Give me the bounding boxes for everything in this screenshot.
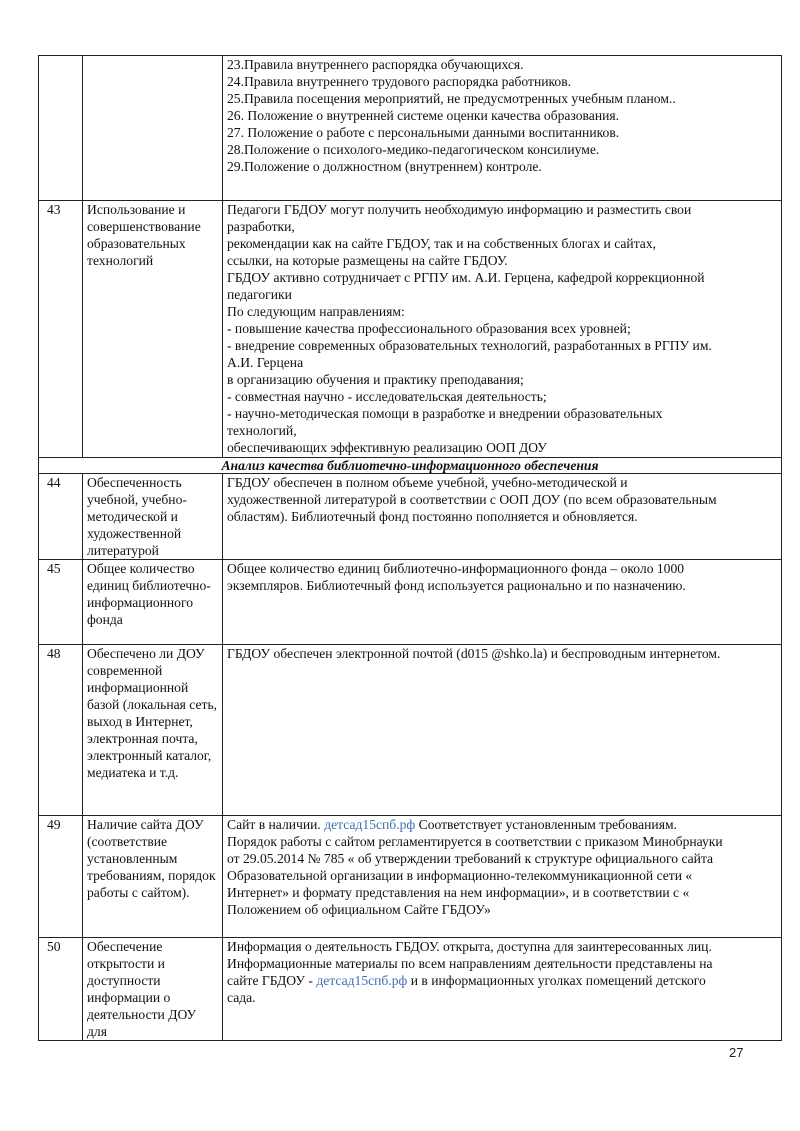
content-line: Информация о деятельность ГБДОУ. открыта, доступна для заинтересованных лиц. <box>227 939 712 954</box>
content-line: 25.Правила посещения мероприятий, не предусмотренных учебным планом.. <box>227 91 676 106</box>
row-indicator: Наличие сайта ДОУ (соответствие установленным требованиям, порядок работы с сайтом). <box>83 816 223 938</box>
content-line: Информационные материалы по всем направлениям деятельности представлены на <box>227 956 713 971</box>
row-content <box>223 645 782 816</box>
content-line: разработки, <box>227 219 295 234</box>
content-line: А.И. Герцена <box>227 355 304 370</box>
content-line: 28.Положение о психолого-медико-педагогическом консилиуме. <box>227 142 600 157</box>
content-line: Общее количество единиц библиотечно-информационного фонда – около 1000 <box>227 561 685 576</box>
row-content <box>223 938 782 1041</box>
content-line: - совместная научно - исследовательская деятельность; <box>227 389 547 404</box>
content-line: 23.Правила внутреннего распорядка обучающихся. <box>227 57 524 72</box>
content-line: 24.Правила внутреннего трудового распорядка работников. <box>227 74 572 89</box>
row-indicator: Общее количество единиц библиотечно-информационного фонда <box>83 560 223 645</box>
row-indicator: Использование и совершенствование образовательных технологий <box>83 201 223 458</box>
content-line: педагогики <box>227 287 292 302</box>
content-line: 26. Положение о внутренней системе оценки качества образования. <box>227 108 620 123</box>
report-table <box>38 55 782 1041</box>
row-number: 48 <box>39 645 83 816</box>
row-indicator: Обеспеченность учебной, учебно-методической и художественной литературой <box>83 474 223 560</box>
content-line: ГБДОУ обеспечен в полном объеме учебной, учебно-методической и <box>227 475 628 490</box>
content-text: и в информационных уголках помещений детского <box>407 973 706 988</box>
content-line <box>227 816 777 833</box>
content-line: - повышение качества профессионального образования всех уровней; <box>227 321 631 336</box>
content-line: сада. <box>227 990 256 1005</box>
content-text: Сайт в наличии. <box>227 817 325 832</box>
content-line: Порядок работы с сайтом регламентируется в соответствии с приказом Минобрнауки <box>227 834 723 849</box>
content-line: рекомендации как на сайте ГБДОУ, так и на собственных блогах и сайтах, <box>227 236 657 251</box>
content-line: Положением об официальном Сайте ГБДОУ» <box>227 902 491 917</box>
content-text: Соответствует установленным требованиям. <box>415 817 677 832</box>
content-line: 27. Положение о работе с персональными данными воспитанников. <box>227 125 620 140</box>
content-line: ГБДОУ обеспечен электронной почтой (d015 @shko.la) и беспроводным интернетом. <box>227 646 721 661</box>
table-row <box>39 816 782 938</box>
content-line: 29.Положение о должностном (внутреннем) контроле. <box>227 159 542 174</box>
row-number: 50 <box>39 938 83 1041</box>
row-content <box>223 56 782 201</box>
content-line: экземпляров. Библиотечный фонд используется рационально и по назначению. <box>227 578 686 593</box>
row-number: 43 <box>39 201 83 458</box>
table-row <box>39 474 782 560</box>
content-line: - научно-методическая помощи в разработке и внедрении образовательных <box>227 406 663 421</box>
row-indicator <box>83 56 223 201</box>
content-line <box>227 972 777 989</box>
section-title: Анализ качества библиотечно-информационного обеспечения <box>39 458 782 474</box>
site-link[interactable]: детсад15спб.рф <box>324 817 416 832</box>
row-number: 49 <box>39 816 83 938</box>
table-row <box>39 645 782 816</box>
row-indicator: Обеспечение открытости и доступности информации о деятельности ДОУ для <box>83 938 223 1041</box>
content-line: По следующим направлениям: <box>227 304 405 319</box>
content-line: областям). Библиотечный фонд постоянно пополняется и обновляется. <box>227 509 638 524</box>
content-line: обеспечивающих эффективную реализацию ООП ДОУ <box>227 440 547 455</box>
table-row <box>39 201 782 458</box>
table-row <box>39 56 782 201</box>
content-line: Педагоги ГБДОУ могут получить необходимую информацию и разместить свои <box>227 202 692 217</box>
row-indicator: Обеспечено ли ДОУ современной информационной базой (локальная сеть, выход в Интернет, электронная почта, электронный каталог, медиатека и т.д. <box>83 645 223 816</box>
content-line: ссылки, на которые размещены на сайте ГБДОУ. <box>227 253 508 268</box>
table-row <box>39 560 782 645</box>
row-number <box>39 56 83 201</box>
content-line: ГБДОУ активно сотрудничает с РГПУ им. А.И. Герцена, кафедрой коррекционной <box>227 270 705 285</box>
content-line: - внедрение современных образовательных технологий, разработанных в РГПУ им. <box>227 338 712 353</box>
section-row <box>39 458 782 474</box>
content-line: художественной литературой в соответствии с ООП ДОУ (по всем образовательным <box>227 492 717 507</box>
row-content <box>223 560 782 645</box>
row-number: 45 <box>39 560 83 645</box>
content-line: Интернет» и формату представления на нем информации», и в соответствии с « <box>227 885 690 900</box>
row-content <box>223 816 782 938</box>
row-content <box>223 474 782 560</box>
row-number: 44 <box>39 474 83 560</box>
content-line: технологий, <box>227 423 297 438</box>
table-row <box>39 938 782 1041</box>
content-line: Образовательной организации в информационно-телекоммуникационной сети « <box>227 868 693 883</box>
content-line: от 29.05.2014 № 785 « об утверждении требований к структуре официального сайта <box>227 851 714 866</box>
site-link[interactable]: детсад15спб.рф <box>316 973 408 988</box>
page-number: 27 <box>729 1045 744 1060</box>
row-content <box>223 201 782 458</box>
content-text: сайте ГБДОУ - <box>227 973 317 988</box>
content-line: в организацию обучения и практику преподавания; <box>227 372 524 387</box>
